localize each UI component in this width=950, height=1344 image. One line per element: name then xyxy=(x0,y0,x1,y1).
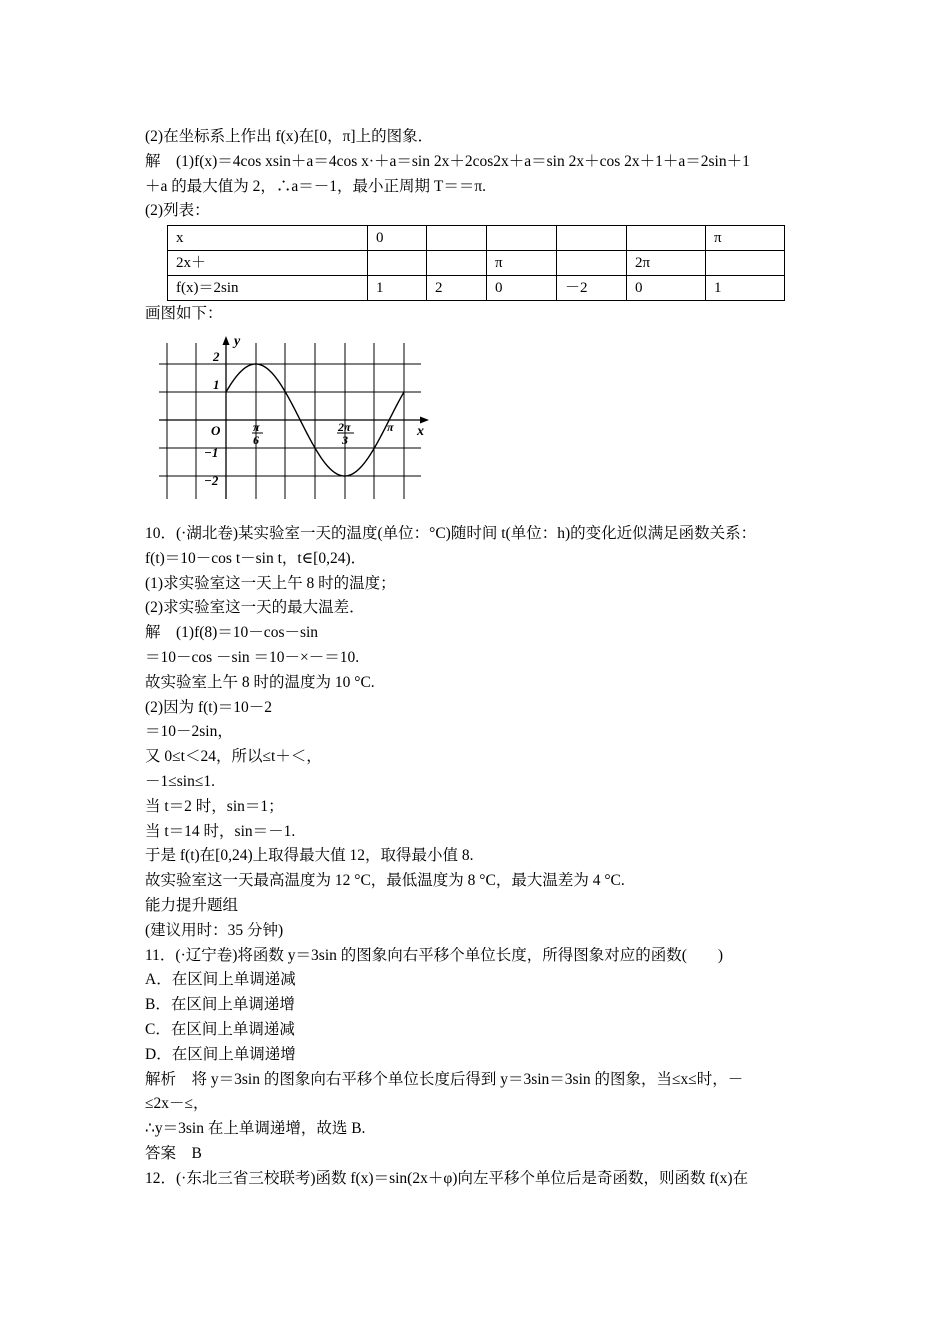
list-label: (2)列表： xyxy=(145,202,210,220)
group-title: 能力提升题组 xyxy=(145,896,239,914)
solution-line: ＋a 的最大值为 2，∴a＝－1，最小正周期 T＝＝π. xyxy=(145,177,487,195)
analysis-line: 解析 将 y＝3sin 的图象向右平移个单位长度后得到 y＝3sin＝3sin 的图象，当≤x≤时，－ xyxy=(145,1070,744,1088)
question-12-stem: 12．(·东北三省三校联考)函数 f(x)＝sin(2x＋φ)向左平移个单位后是奇函数，则函数 f(x)在 xyxy=(145,1169,749,1187)
question-10-line: f(t)＝10－cos t－sin t，t∈[0,24)． xyxy=(145,549,367,567)
graph-svg xyxy=(149,331,439,503)
y-tick-label: −1 xyxy=(204,444,219,460)
solution-line: 故实验室上午 8 时的温度为 10 °C. xyxy=(145,673,375,691)
solution-line: 当 t＝14 时，sin＝－1. xyxy=(145,822,296,840)
question-part2: (2)在坐标系上作出 f(x)在[0，π]上的图象． xyxy=(145,128,434,145)
x-tick-pi6-numerator: π xyxy=(253,419,260,434)
table-cell: π xyxy=(706,226,785,251)
answer-line: 答案 B xyxy=(145,1144,202,1162)
x-tick-2pi3-denominator: 3 xyxy=(342,432,348,447)
table-cell: 0 xyxy=(368,226,427,251)
value-table xyxy=(167,225,785,301)
table-cell: 0 xyxy=(627,276,706,301)
solution-line: 于是 f(t)在[0,24)上取得最大值 12，取得最小值 8. xyxy=(145,847,474,865)
question-10-line: (1)求实验室这一天上午 8 时的温度； xyxy=(145,574,396,592)
y-tick-label: 2 xyxy=(213,348,220,364)
analysis-line: ≤2x－≤， xyxy=(145,1095,209,1113)
y-tick-label: −2 xyxy=(204,472,219,488)
table-row xyxy=(168,276,785,301)
solution-line: ＝10－cos －sin ＝10－×－＝10. xyxy=(145,648,360,666)
solution-line: (2)因为 f(t)＝10－2 xyxy=(145,698,272,716)
table-cell xyxy=(368,251,427,276)
solution-line: 故实验室这一天最高温度为 12 °C，最低温度为 8 °C，最大温差为 4 °C. xyxy=(145,872,625,890)
solution-line: ＝10－2sin， xyxy=(145,723,233,741)
x-axis-arrow-icon xyxy=(420,416,429,423)
x-tick-pi: π xyxy=(387,419,394,434)
option-c: C．在区间上单调递减 xyxy=(145,1020,295,1038)
table-cell: 2π xyxy=(627,251,706,276)
solution-line: －1≤sin≤1. xyxy=(145,772,215,790)
graph-label: 画图如下： xyxy=(145,305,223,323)
y-axis-label: y xyxy=(234,333,241,349)
question-10-stem: 10．(·湖北卷)某实验室一天的温度(单位：°C)随时间 t(单位：h)的变化近似满足函数关系： xyxy=(145,524,757,542)
x-tick-pi6-denominator: 6 xyxy=(253,432,259,447)
sine-graph xyxy=(149,331,815,508)
x-tick-2pi3-numerator: 2π xyxy=(338,419,351,434)
option-d: D．在区间上单调递增 xyxy=(145,1045,296,1063)
table-cell: 2 xyxy=(427,276,487,301)
y-tick-label: 1 xyxy=(213,376,220,392)
document-page xyxy=(145,125,815,1192)
table-cell: π xyxy=(487,251,557,276)
y-axis-arrow-icon xyxy=(223,336,230,345)
table-cell: f(x)＝2sin xyxy=(168,276,368,301)
table-cell: 1 xyxy=(706,276,785,301)
spacer xyxy=(145,508,815,522)
table-cell: 2x＋ xyxy=(168,251,368,276)
analysis-line: ∴y＝3sin 在上单调递增，故选 B. xyxy=(145,1120,366,1138)
group-time: (建议用时：35 分钟) xyxy=(145,921,284,939)
grid-lines xyxy=(159,343,421,499)
solution-line: 解 (1)f(x)＝4cos xsin＋a＝4cos x·＋a＝sin 2x＋2cos2x＋a＝sin 2x＋cos 2x＋1＋a＝2sin＋1 xyxy=(145,152,750,170)
x-axis-label: x xyxy=(417,423,424,439)
table-cell: 1 xyxy=(368,276,427,301)
table-cell xyxy=(427,226,487,251)
option-a: A．在区间上单调递减 xyxy=(145,971,296,989)
question-11-stem: 11．(·辽宁卷)将函数 y＝3sin 的图象向右平移个单位长度，所得图象对应的函数( ) xyxy=(145,946,724,964)
table-cell xyxy=(487,226,557,251)
table-cell xyxy=(427,251,487,276)
option-b: B．在区间上单调递增 xyxy=(145,996,295,1014)
solution-line: 解 (1)f(8)＝10－cos－sin xyxy=(145,624,319,642)
table-cell xyxy=(557,251,627,276)
table-cell: 0 xyxy=(487,276,557,301)
table-cell xyxy=(557,226,627,251)
table-row xyxy=(168,251,785,276)
table-cell xyxy=(706,251,785,276)
table-cell xyxy=(627,226,706,251)
table-cell: －2 xyxy=(557,276,627,301)
table-cell: x xyxy=(168,226,368,251)
origin-label: O xyxy=(211,422,221,438)
question-10-line: (2)求实验室这一天的最大温差． xyxy=(145,599,365,617)
table-row xyxy=(168,226,785,251)
solution-line: 当 t＝2 时，sin＝1； xyxy=(145,797,284,815)
solution-line: 又 0≤t＜24，所以≤t＋＜， xyxy=(145,748,322,766)
